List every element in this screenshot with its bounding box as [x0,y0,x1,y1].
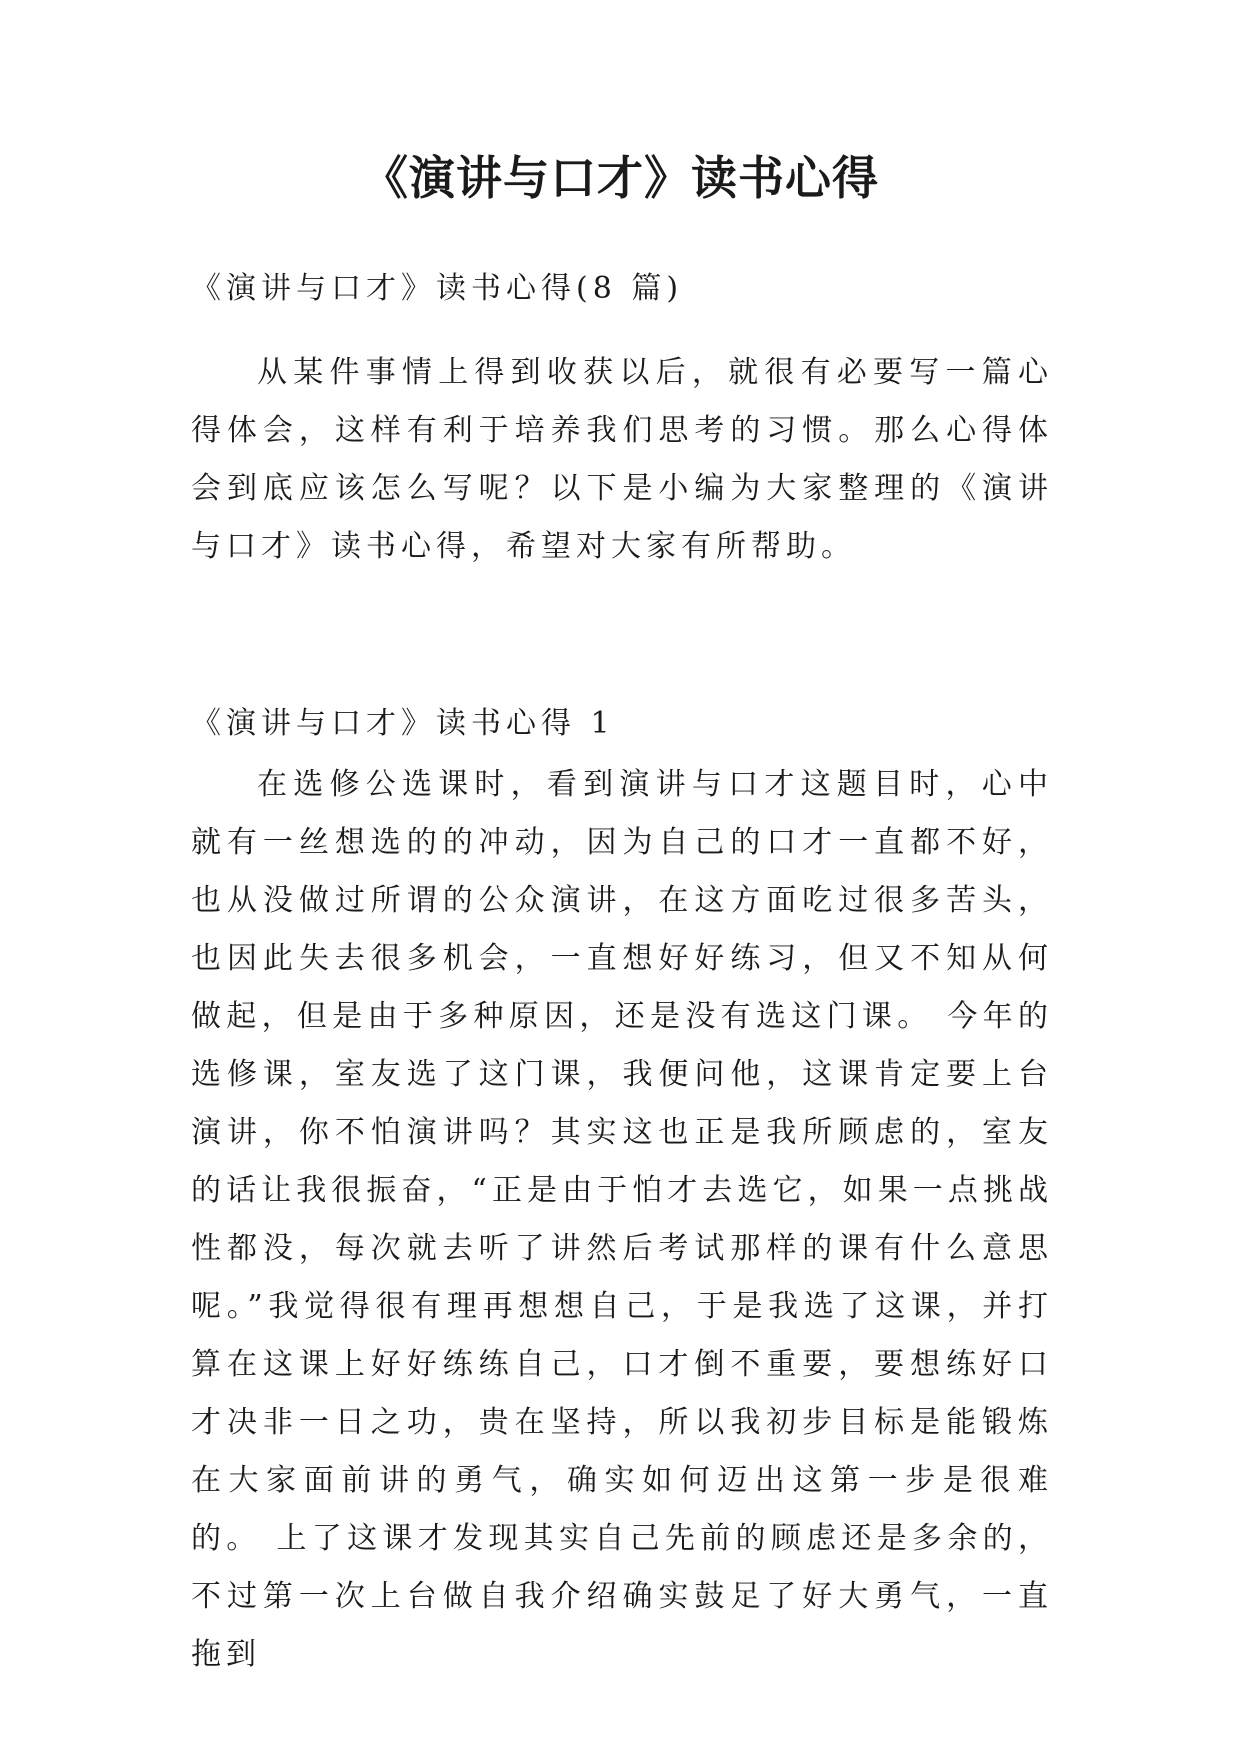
document-title: 《演讲与口才》读书心得 [362,151,879,205]
section-body-paragraph: 在选修公选课时，看到演讲与口才这题目时，心中就有一丝想选的的冲动，因为自己的口才一直都不好，也从没做过所谓的公众演讲，在这方面吃过很多苦头，也因此失去很多机会，一直想好好练习，但又不知从何做起，但是由于多种原因，还是没有选这门课。 今年的选修课，室友选了这门课，我便问他，这课肯定要上台演讲，你不怕演讲吗？其实这也正是我所顾虑的，室友的话让我很振奋，“正是由于怕才去选它，如果一点挑战性都没，每次就去听了讲然后考试那样的课有什么意思呢。”我觉得很有理再想想自己，于是我选了这课，并打算在这课上好好练练自己，口才倒不重要，要想练好口才决非一日之功，贵在坚持，所以我初步目标是能锻炼在大家面前讲的勇气，确实如何迈出这第一步是很难的。 上了这课才发现其实自己先前的顾虑还是多余的，不过第一次上台做自我介绍确实鼓足了好大勇气，一直拖到 [191,767,1053,1672]
section-heading: 《演讲与口才》读书心得 1 [191,706,615,741]
intro-paragraph: 从某件事情上得到收获以后，就很有必要写一篇心得体会，这样有利于培养我们思考的习惯。那么心得体会到底应该怎么写呢？以下是小编为大家整理的《演讲与口才》读书心得，希望对大家有所帮助。 [191,355,1053,564]
document-subtitle: 《演讲与口才》读书心得(8 篇) [191,271,684,306]
